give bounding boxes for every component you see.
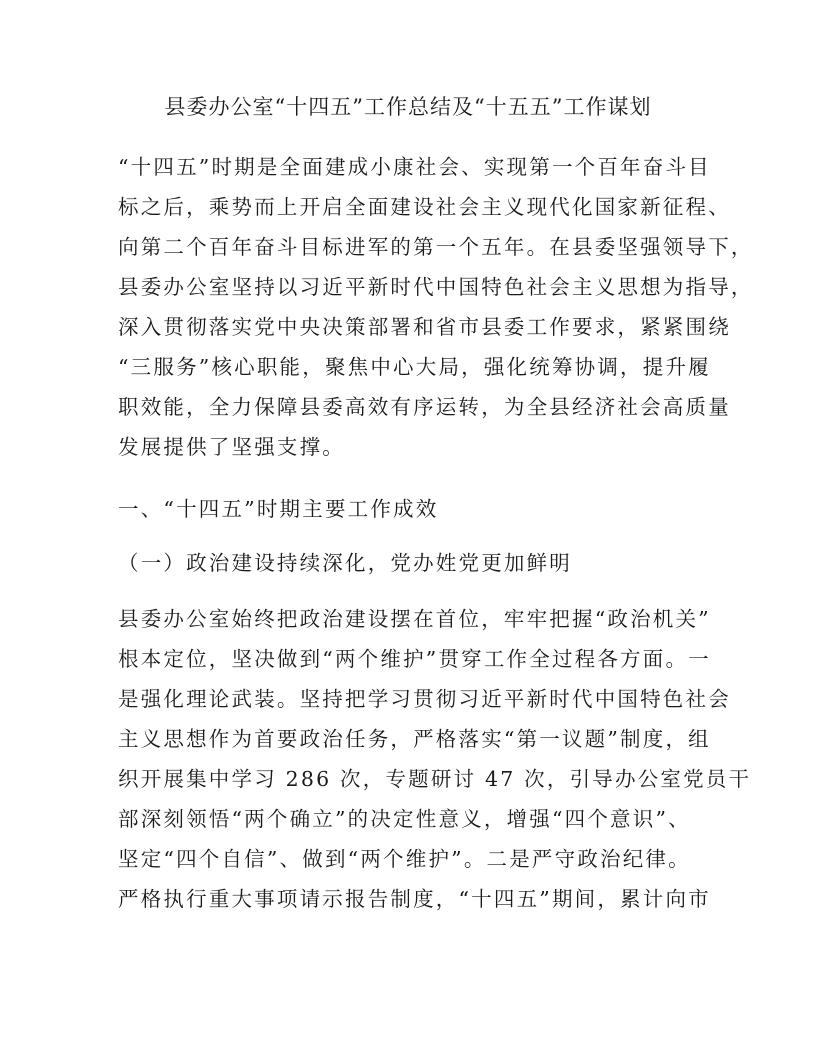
body-line-8: 严格执行重大事项请示报告制度，“十四五”期间，累计向市: [118, 887, 711, 911]
subsection-heading: （一）政治建设持续深化，党办姓党更加鲜明: [118, 551, 572, 575]
intro-line-7: 职效能，全力保障县委高效有序运转，为全县经济社会高质量: [118, 395, 731, 419]
intro-line-8: 发展提供了坚强支撑。: [118, 435, 345, 459]
section-heading: 一、“十四五”时期主要工作成效: [118, 497, 439, 521]
body-line-6: 部深刻领悟“两个确立”的决定性意义，增强“四个意识”、: [118, 807, 691, 831]
intro-line-1: “十四五”时期是全面建成小康社会、实现第一个百年奋斗目: [118, 155, 711, 179]
intro-line-4: 县委办公室坚持以习近平新时代中国特色社会主义思想为指导，: [118, 275, 754, 299]
body-line-1: 县委办公室始终把政治建设摆在首位，牢牢把握“政治机关”: [118, 607, 711, 631]
intro-line-2: 标之后，乘势而上开启全面建设社会主义现代化国家新征程、: [118, 195, 731, 219]
intro-line-3: 向第二个百年奋斗目标进军的第一个五年。在县委坚强领导下，: [118, 235, 754, 259]
intro-line-5: 深入贯彻落实党中央决策部署和省市县委工作要求，紧紧围绕: [118, 315, 731, 339]
body-line-5: 织开展集中学习 286 次，专题研讨 47 次，引导办公室党员干: [118, 767, 752, 791]
body-line-7: 坚定“四个自信”、做到“两个维护”。二是严守政治纪律。: [118, 847, 691, 871]
document-title: 县委办公室“十四五”工作总结及“十五五”工作谋划: [164, 95, 652, 119]
body-line-2: 根本定位，坚决做到“两个维护”贯穿工作全过程各方面。一: [118, 647, 711, 671]
intro-line-6: “三服务”核心职能，聚焦中心大局，强化统筹协调，提升履: [118, 355, 711, 379]
body-line-4: 主义思想作为首要政治任务，严格落实“第一议题”制度，组: [118, 727, 711, 751]
body-line-3: 是强化理论武装。坚持把学习贯彻习近平新时代中国特色社会: [118, 687, 731, 711]
